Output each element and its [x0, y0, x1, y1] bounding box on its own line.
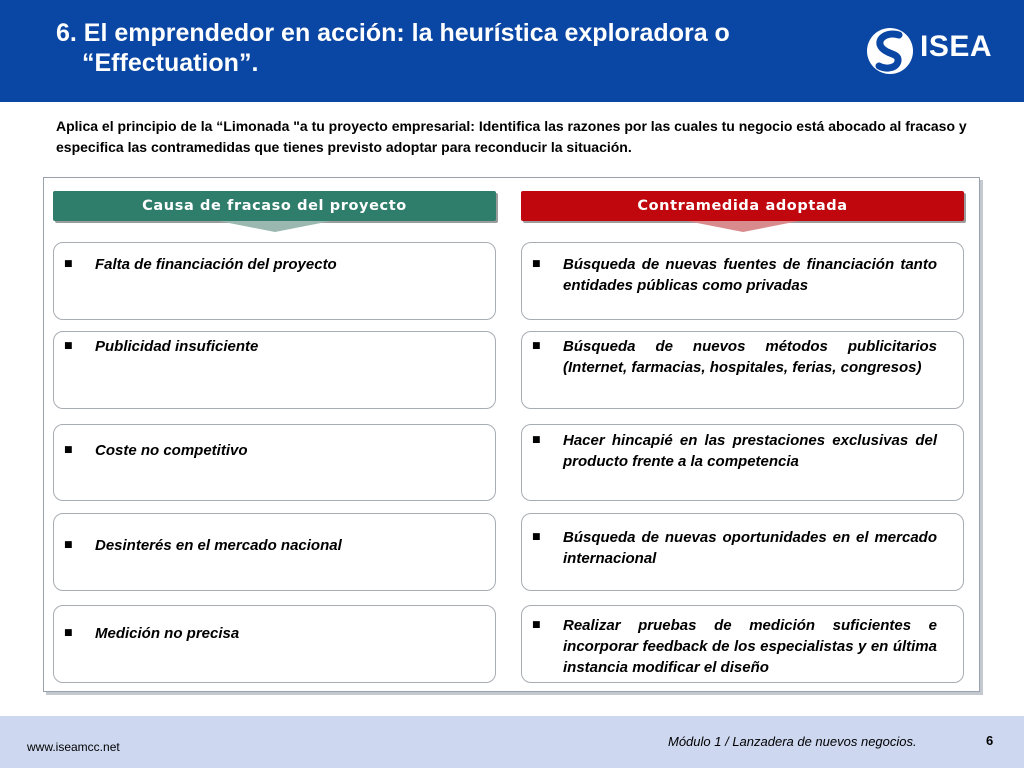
countermeasure-text: Búsqueda de nuevas fuentes de financiación tanto entidades públicas como privadas: [563, 256, 937, 294]
countermeasure-text: Búsqueda de nuevos métodos publicitarios (Internet, farmacias, hospitales, ferias, congresos): [563, 338, 937, 376]
bullet-icon: ■: [64, 540, 73, 550]
countermeasure-text: Hacer hincapié en las prestaciones exclusivas del producto frente a la competencia: [563, 432, 937, 470]
website-link[interactable]: www.iseamcc.net: [27, 740, 120, 754]
bullet-icon: ■: [64, 445, 73, 455]
bullet-icon: ■: [532, 620, 541, 630]
countermeasure-card: [521, 513, 964, 591]
countermeasure-card: [521, 424, 964, 501]
bullet-icon: ■: [532, 341, 541, 351]
bullet-icon: ■: [64, 259, 73, 269]
bullet-icon: ■: [532, 532, 541, 542]
isea-logo: [866, 26, 993, 76]
countermeasure-card: [521, 331, 964, 409]
bullet-icon: ■: [532, 259, 541, 269]
cause-text: Medición no precisa: [95, 625, 240, 642]
page-number: 6: [986, 733, 994, 748]
cause-card: [53, 424, 496, 501]
slide-title: [56, 18, 846, 78]
logo-text: ISEA: [920, 30, 993, 63]
cause-card: [53, 331, 496, 409]
bullet-icon: ■: [64, 341, 73, 351]
cause-column-header: Causa de fracaso del proyecto: [53, 191, 496, 221]
slide-title-line2: “Effectuation”.: [82, 49, 259, 77]
countermeasure-card: [521, 242, 964, 320]
isea-logo-icon: [866, 26, 916, 76]
cause-header-pointer: [219, 221, 331, 232]
cause-card: [53, 242, 496, 320]
countermeasure-header-pointer: [687, 221, 799, 232]
cause-card: [53, 513, 496, 591]
cause-text: Falta de financiación del proyecto: [95, 256, 337, 273]
bullet-icon: ■: [532, 435, 541, 445]
slide-title-line1: 6. El emprendedor en acción: la heurística exploradora o: [56, 19, 730, 47]
countermeasure-card: [521, 605, 964, 683]
instructions-text: Aplica el principio de la “Limonada "a tu proyecto empresarial: Identifica las razones por las cuales tu negocio está abocado al fracaso y especifica las contramedidas que tienes previsto adoptar para reconducir la situación.: [56, 118, 967, 155]
countermeasure-column-header: Contramedida adoptada: [521, 191, 964, 221]
cause-card: [53, 605, 496, 683]
countermeasure-text: Realizar pruebas de medición suficientes e incorporar feedback de los especialistas y en última instancia modificar el diseño: [563, 617, 937, 676]
cause-text: Coste no competitivo: [95, 442, 248, 459]
header-bar: [0, 0, 1024, 102]
bullet-icon: ■: [64, 628, 73, 638]
module-label: Módulo 1 / Lanzadera de nuevos negocios.: [668, 734, 917, 749]
cause-text: Desinterés en el mercado nacional: [95, 537, 342, 554]
cause-text: Publicidad insuficiente: [95, 338, 259, 355]
countermeasure-text: Búsqueda de nuevas oportunidades en el mercado internacional: [563, 529, 937, 567]
